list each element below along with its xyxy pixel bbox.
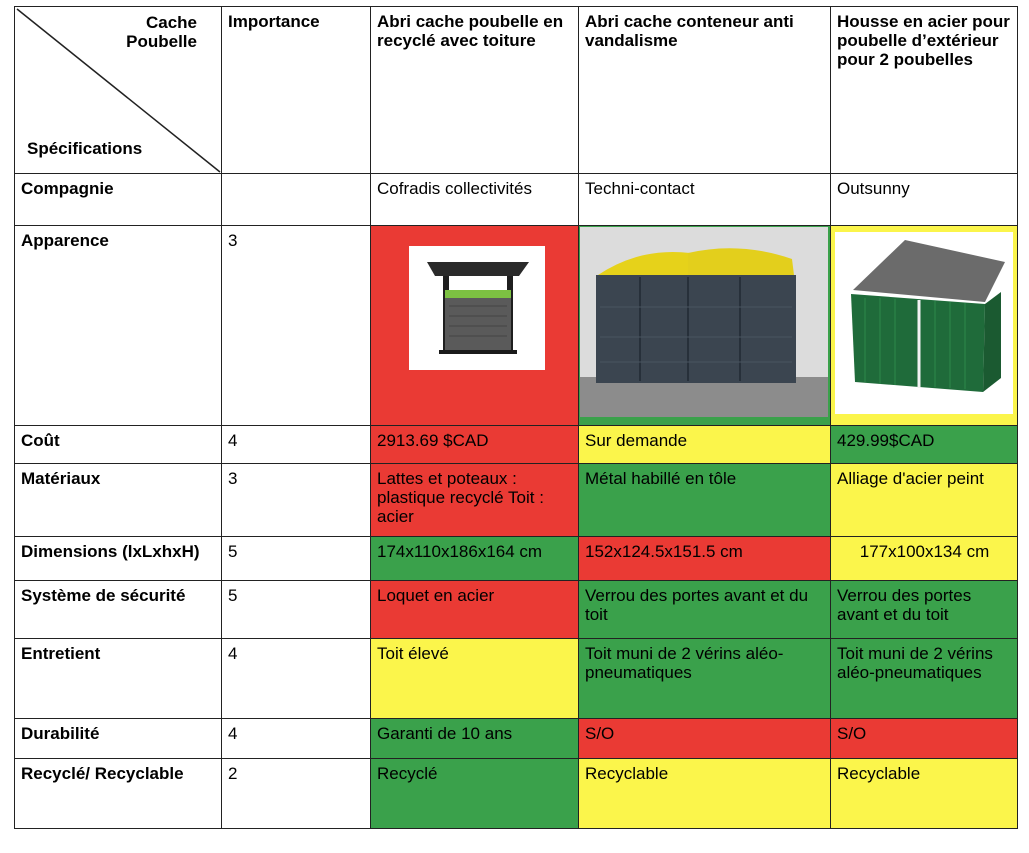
product1-dimensions: 174x110x186x164 cm <box>371 537 579 581</box>
row-materiaux <box>15 464 1018 537</box>
corner-title-line1: Cache <box>145 13 197 32</box>
row-label: Entretient <box>15 639 222 719</box>
product1-header: Abri cache poubelle en recyclé avec toiture <box>371 7 579 174</box>
corner-spec-label: Spécifications <box>27 139 143 158</box>
importance-value: 3 <box>222 226 371 426</box>
product2-recycled: Recyclable <box>579 759 831 829</box>
product2-company: Techni-contact <box>579 174 831 226</box>
product3-header: Housse en acier pour poubelle d’extérieur pour 2 poubelles <box>831 7 1018 174</box>
product2-security: Verrou des portes avant et du toit <box>579 581 831 639</box>
row-label: Recyclé/ Recyclable <box>15 759 222 829</box>
importance-value: 2 <box>222 759 371 829</box>
product3-durability: S/O <box>831 719 1018 759</box>
product3-security: Verrou des portes avant et du toit <box>831 581 1018 639</box>
importance-value: 5 <box>222 581 371 639</box>
corner-title-line2: Poubelle <box>126 32 197 51</box>
corner-header-cell <box>15 7 222 174</box>
product3-dimensions: 177x100x134 cm <box>831 537 1018 581</box>
row-durabilite <box>15 719 1018 759</box>
row-compagnie <box>15 174 1018 226</box>
importance-value: 5 <box>222 537 371 581</box>
product3-image <box>835 232 1013 414</box>
product2-maintenance: Toit muni de 2 vérins aléo-pneumatiques <box>579 639 831 719</box>
product2-header: Abri cache conteneur anti vandalisme <box>579 7 831 174</box>
row-entretient <box>15 639 1018 719</box>
product1-maintenance: Toit élevé <box>371 639 579 719</box>
product3-company: Outsunny <box>831 174 1018 226</box>
row-dimensions <box>15 537 1018 581</box>
product2-image <box>580 227 828 417</box>
corner-title <box>126 13 197 51</box>
row-apparence <box>15 226 1018 426</box>
comparison-table <box>14 6 1018 829</box>
row-cout <box>15 426 1018 464</box>
row-label: Dimensions (lxLxhxH) <box>15 537 222 581</box>
row-recycle <box>15 759 1018 829</box>
importance-value: 4 <box>222 426 371 464</box>
product1-image <box>409 246 545 370</box>
product1-recycled: Recyclé <box>371 759 579 829</box>
product2-image-cell <box>579 226 831 426</box>
importance-header: Importance <box>222 7 371 174</box>
row-securite <box>15 581 1018 639</box>
importance-value: 4 <box>222 639 371 719</box>
product1-image-cell <box>371 226 579 426</box>
product1-durability: Garanti de 10 ans <box>371 719 579 759</box>
row-label: Coût <box>15 426 222 464</box>
importance-value: 3 <box>222 464 371 537</box>
product1-company: Cofradis collectivités <box>371 174 579 226</box>
row-label: Durabilité <box>15 719 222 759</box>
product3-cost: 429.99$CAD <box>831 426 1018 464</box>
product2-durability: S/O <box>579 719 831 759</box>
row-label: Apparence <box>15 226 222 426</box>
importance-value <box>222 174 371 226</box>
product3-recycled: Recyclable <box>831 759 1018 829</box>
row-label: Matériaux <box>15 464 222 537</box>
product3-materials: Alliage d'acier peint <box>831 464 1018 537</box>
product3-maintenance: Toit muni de 2 vérins aléo-pneumatiques <box>831 639 1018 719</box>
product2-dimensions: 152x124.5x151.5 cm <box>579 537 831 581</box>
row-label: Système de sécurité <box>15 581 222 639</box>
row-label: Compagnie <box>15 174 222 226</box>
product1-security: Loquet en acier <box>371 581 579 639</box>
importance-value: 4 <box>222 719 371 759</box>
product1-cost: 2913.69 $CAD <box>371 426 579 464</box>
product3-image-cell <box>831 226 1018 426</box>
header-row <box>15 7 1018 174</box>
product2-materials: Métal habillé en tôle <box>579 464 831 537</box>
product1-materials: Lattes et poteaux : plastique recyclé Toit : acier <box>371 464 579 537</box>
product2-cost: Sur demande <box>579 426 831 464</box>
